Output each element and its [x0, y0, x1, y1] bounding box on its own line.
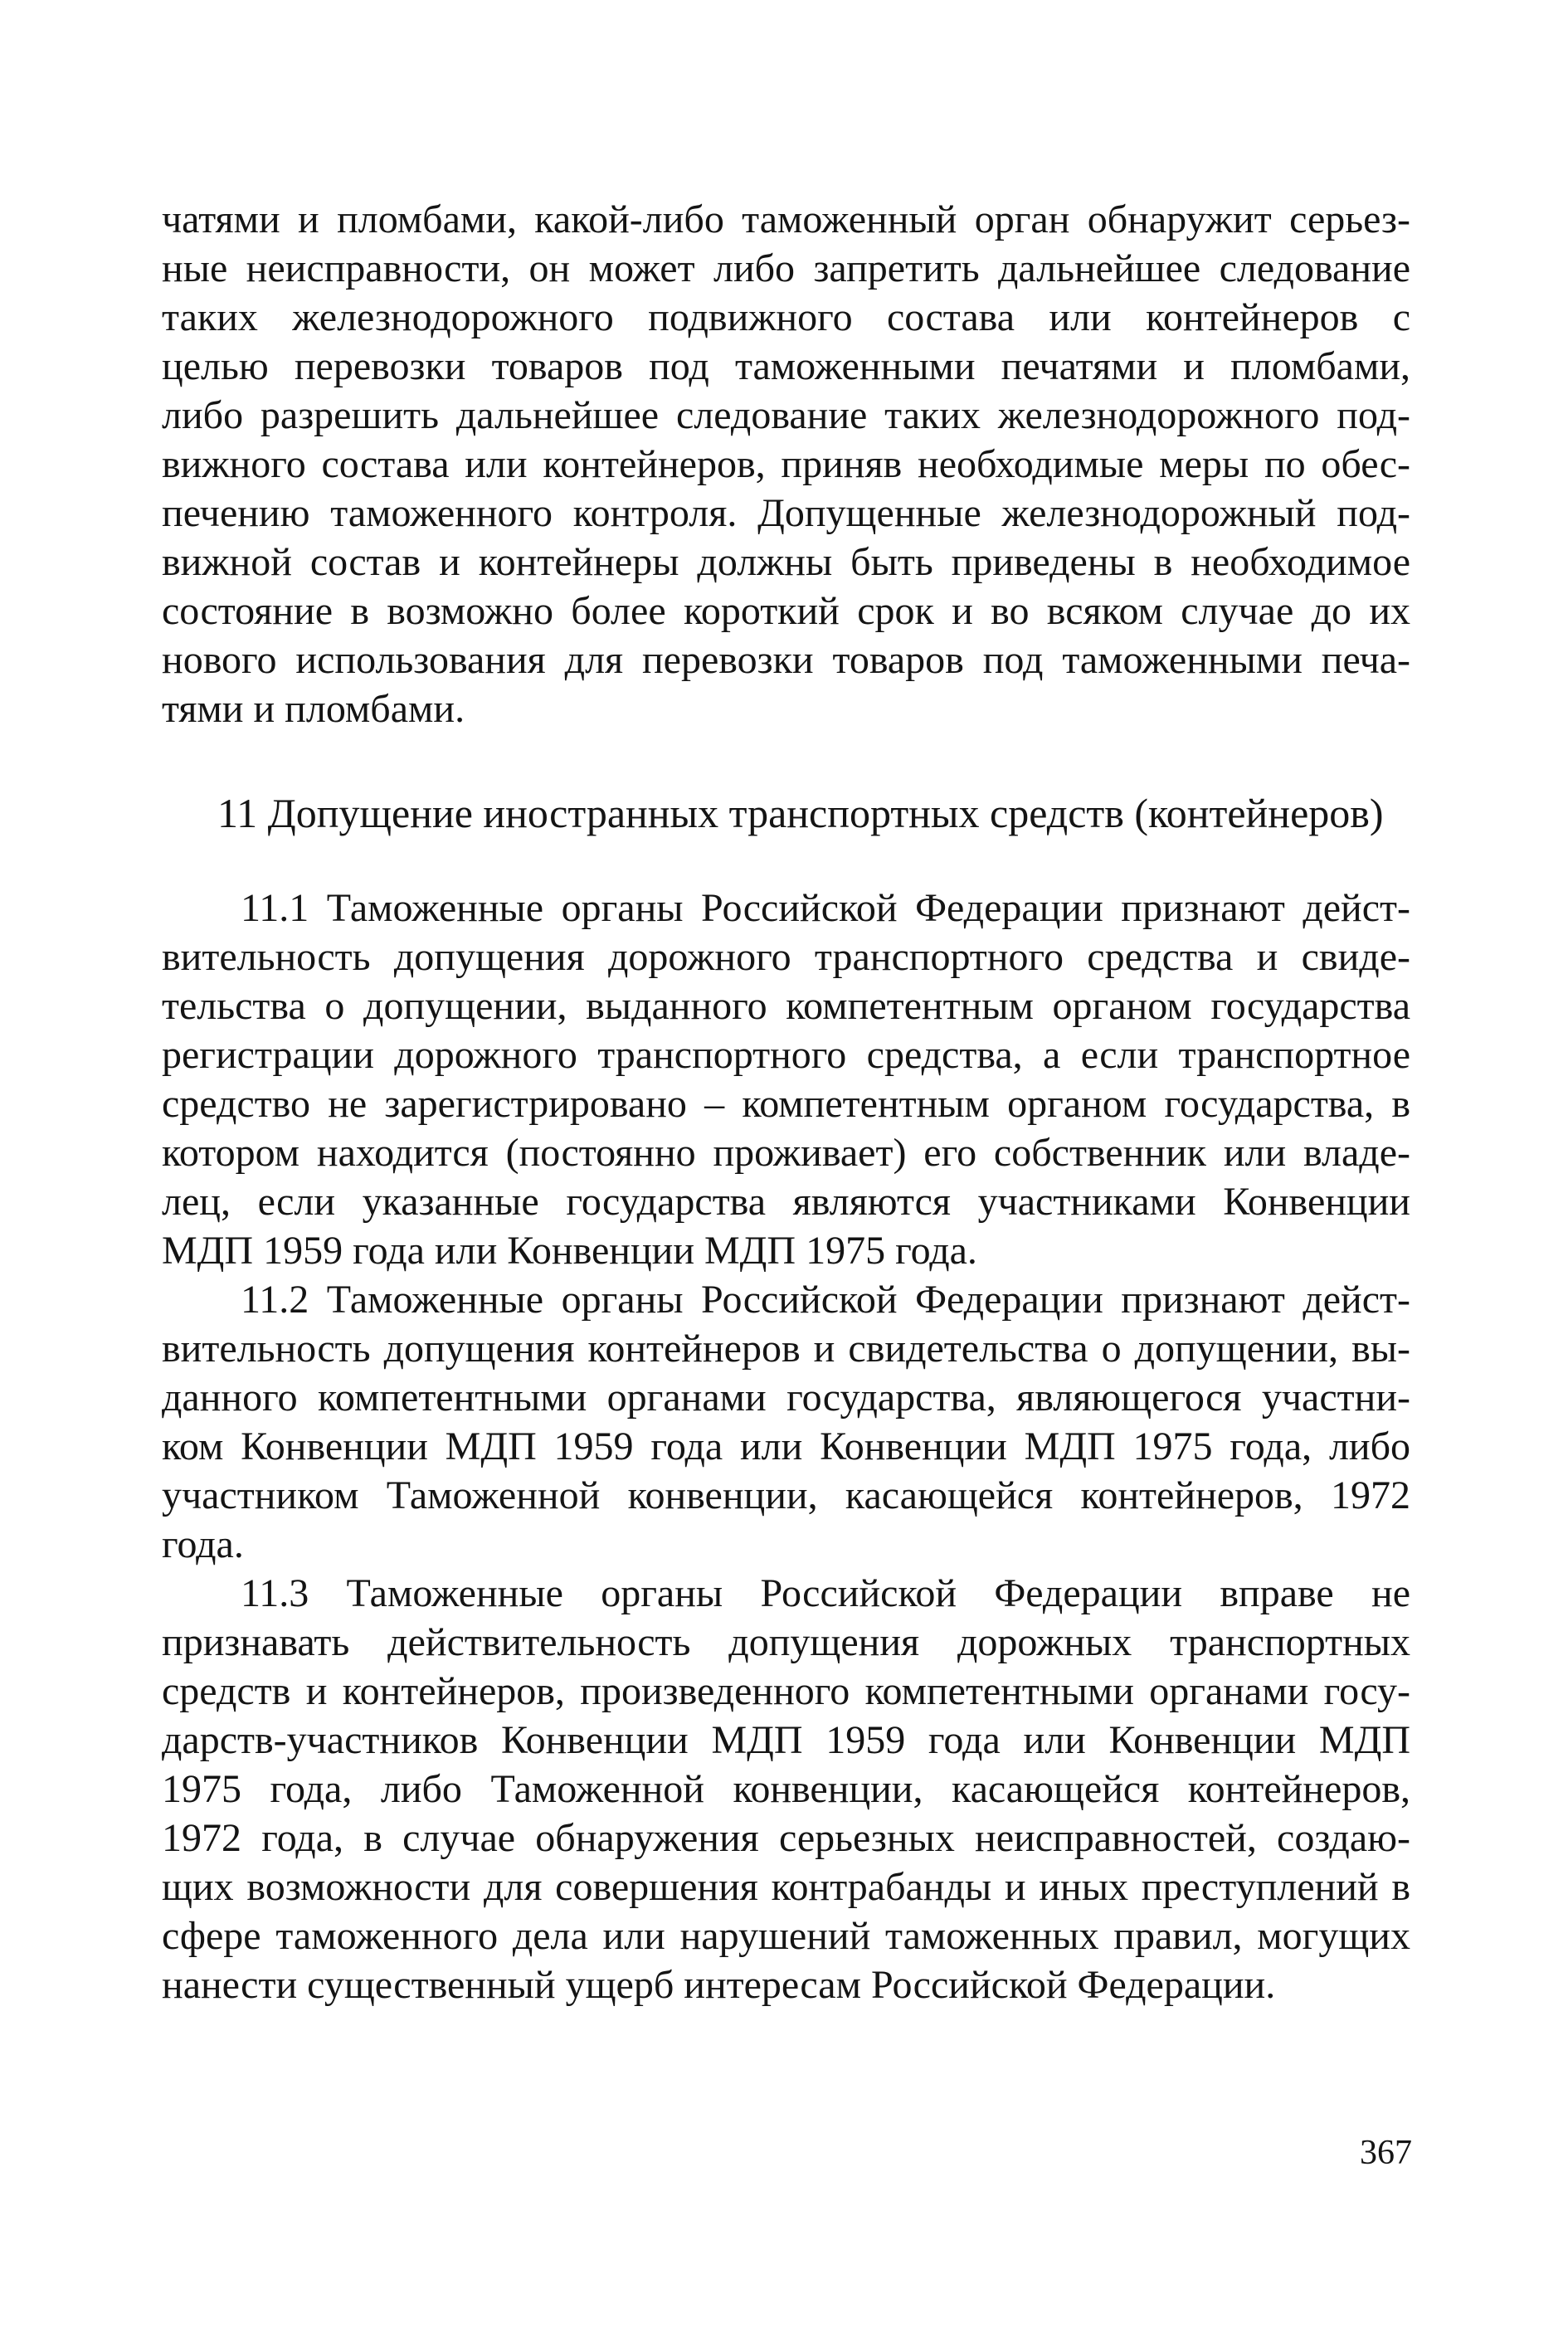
text-line: щих возможности для совершения контрабанды и иных преступлений в [162, 1865, 1410, 1909]
text-line: регистрации дорожного транспортного средства, а если транспортное [162, 1033, 1410, 1077]
text-line: 11.1 Таможенные органы Российской Федерации признают дейст- [241, 886, 1410, 930]
text-line: целью перевозки товаров под таможенными печатями и пломбами, [162, 344, 1410, 388]
text-line: средств и контейнеров, произведенного компетентными органами госу- [162, 1669, 1410, 1713]
text-line: 1972 года, в случае обнаружения серьезных неисправностей, создаю- [162, 1816, 1410, 1860]
text-line: котором находится (постоянно проживает) его собственник или владе- [162, 1131, 1410, 1175]
text-line: нового использования для перевозки товаров под таможенными печа- [162, 638, 1410, 682]
text-line: таких железнодорожного подвижного состава или контейнеров с [162, 295, 1410, 339]
text-line: печению таможенного контроля. Допущенные железнодорожный под- [162, 491, 1410, 535]
text-line: тями и пломбами. [162, 687, 465, 731]
text-line: 1975 года, либо Таможенной конвенции, касающейся контейнеров, [162, 1767, 1410, 1811]
text-line: ком Конвенции МДП 1959 года или Конвенции МДП 1975 года, либо [162, 1424, 1410, 1468]
text-line: участником Таможенной конвенции, касающейся контейнеров, 1972 [162, 1473, 1410, 1517]
text-line: 11.2 Таможенные органы Российской Федерации признают дейст- [241, 1278, 1410, 1322]
text-line: данного компетентными органами государства, являющегося участни- [162, 1376, 1410, 1419]
text-line: состояние в возможно более короткий срок и во всяком случае до их [162, 589, 1410, 633]
text-line: вительность допущения дорожного транспортного средства и свиде- [162, 935, 1410, 979]
text-line: либо разрешить дальнейшее следование таких железнодорожного под- [162, 393, 1410, 437]
text-line: вижной состав и контейнеры должны быть приведены в необходимое [162, 540, 1410, 584]
text-line: нанести существенный ущерб интересам Российской Федерации. [162, 1963, 1276, 2007]
text-line: сфере таможенного дела или нарушений таможенных правил, могущих [162, 1914, 1410, 1958]
text-line: тельства о допущении, выданного компетентным органом государства [162, 984, 1410, 1028]
text-line: признавать действительность допущения дорожных транспортных [162, 1620, 1410, 1664]
section-heading: 11 Допущение иностранных транспортных средств (контейнеров) [217, 790, 1384, 836]
text-line: лец, если указанные государства являются участниками Конвенции [162, 1180, 1410, 1224]
text-line: вительность допущения контейнеров и свидетельства о допущении, вы- [162, 1327, 1410, 1371]
text-line: МДП 1959 года или Конвенции МДП 1975 года. [162, 1229, 977, 1273]
text-line: чатями и пломбами, какой-либо таможенный орган обнаружит серьез- [162, 197, 1410, 241]
text-line: года. [162, 1522, 244, 1566]
text-line: вижного состава или контейнеров, приняв необходимые меры по обес- [162, 442, 1410, 486]
text-line: 11.3 Таможенные органы Российской Федерации вправе не [241, 1571, 1410, 1615]
text-line: дарств-участников Конвенции МДП 1959 года или Конвенции МДП [162, 1718, 1410, 1762]
text-line: ные неисправности, он может либо запретить дальнейшее следование [162, 246, 1410, 290]
text-line: средство не зарегистрировано – компетентным органом государства, в [162, 1082, 1410, 1126]
page-number: 367 [1360, 2134, 1412, 2172]
